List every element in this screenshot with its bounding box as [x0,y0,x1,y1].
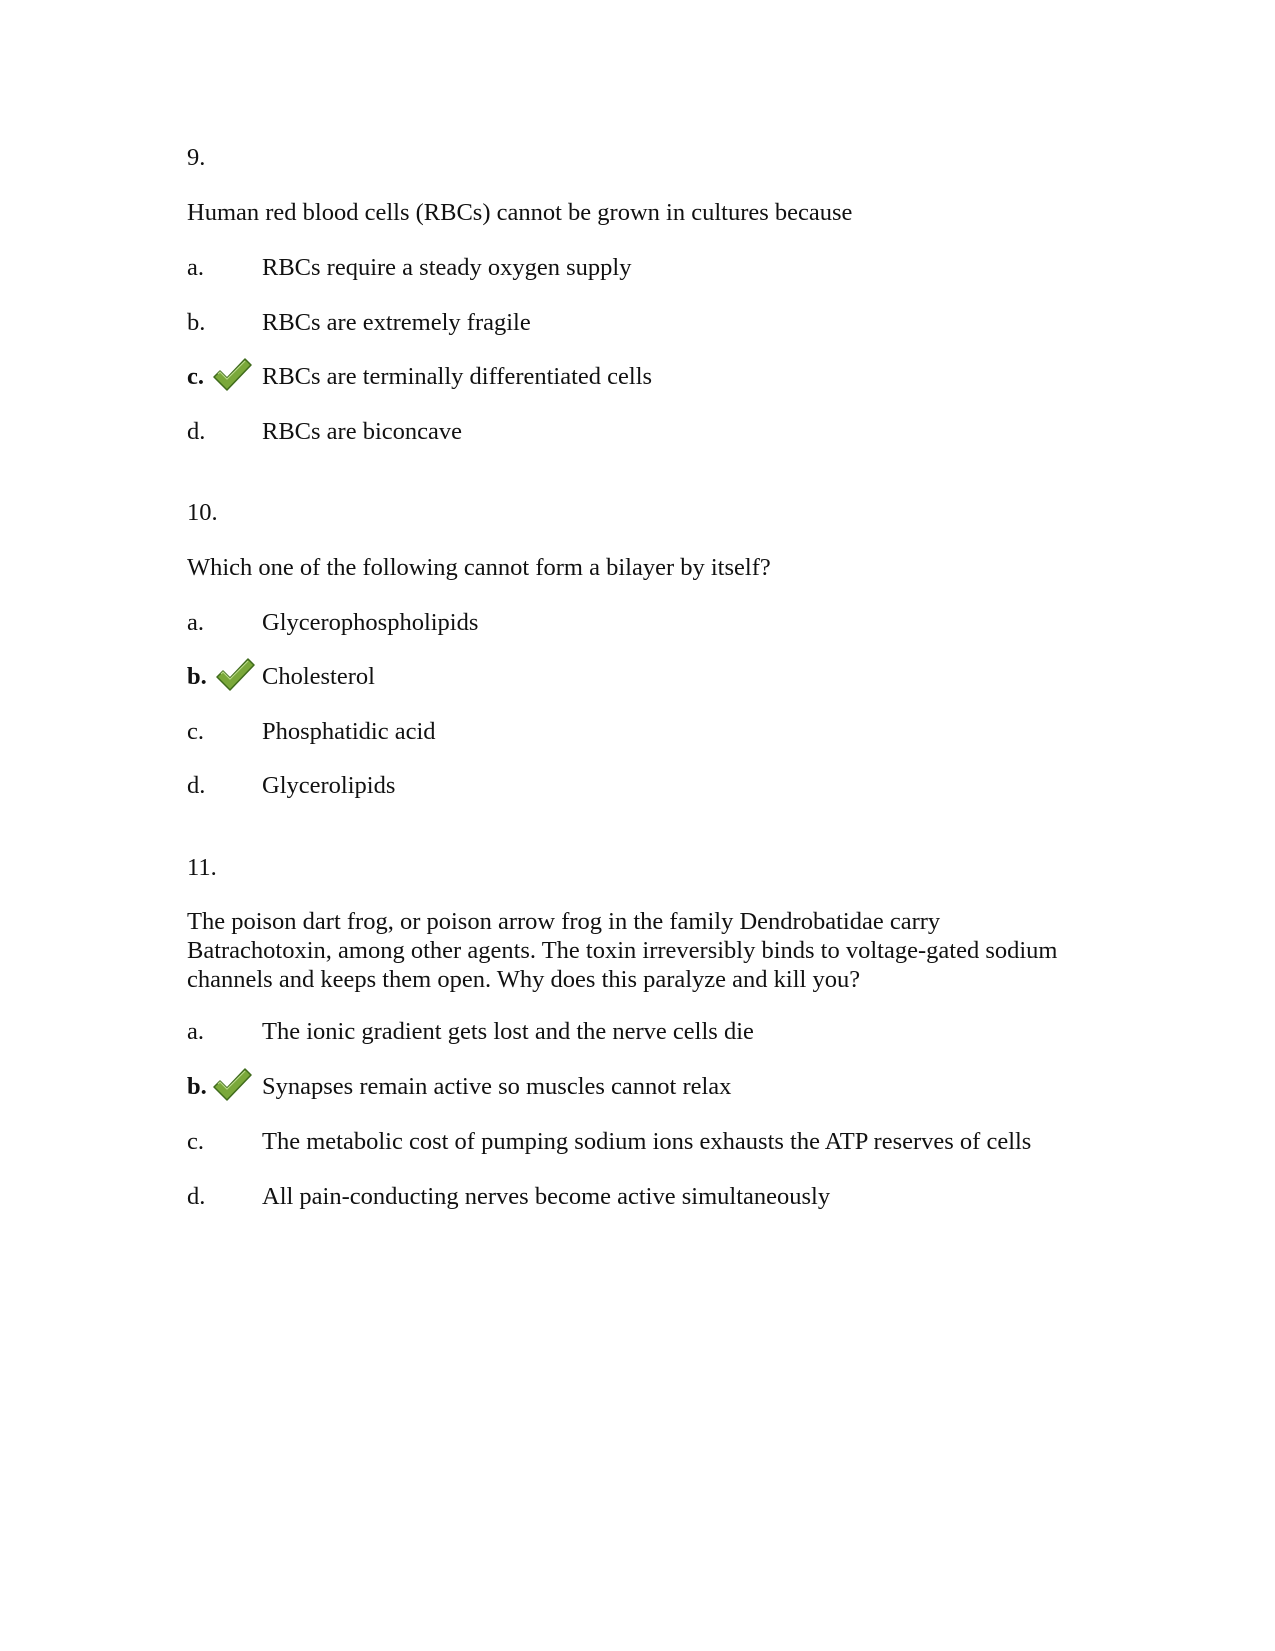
stem-line: Batrachotoxin, among other agents. The toxin irreversibly binds to voltage-gated sodium [187,937,1058,964]
question-11-option-b [187,1072,1087,1104]
option-text: RBCs are biconcave [262,418,463,445]
question-9-option-d [187,417,1087,449]
stem-line: The poison dart frog, or poison arrow frog in the family Dendrobatidae carry [187,908,941,935]
option-text: The metabolic cost of pumping sodium ions exhausts the ATP reserves of cells [262,1128,1032,1155]
question-11-option-a [187,1017,1087,1049]
question-9-option-b [187,308,1087,340]
option-letter: b. [187,1073,207,1100]
question-9-option-a [187,253,1087,285]
option-letter: d. [187,772,206,799]
option-text: Phosphatidic acid [262,718,436,745]
option-letter: a. [187,1018,204,1045]
option-letter: b. [187,663,207,690]
question-9-number: 9. [187,144,206,171]
option-letter: c. [187,718,204,745]
question-11-option-d [187,1182,1087,1214]
question-11-option-c [187,1127,1087,1159]
option-letter: d. [187,418,206,445]
option-letter: c. [187,363,204,390]
question-10-option-a [187,608,1087,640]
checkmark-icon [212,357,252,393]
option-text: Glycerophospholipids [262,609,479,636]
option-letter: a. [187,609,204,636]
option-text: RBCs require a steady oxygen supply [262,254,632,281]
option-text: Synapses remain active so muscles cannot relax [262,1073,732,1100]
question-10-stem: Which one of the following cannot form a bilayer by itself? [187,554,771,581]
checkmark-icon [215,657,255,693]
option-letter: c. [187,1128,204,1155]
question-11-number: 11. [187,854,217,881]
option-letter: a. [187,254,204,281]
option-text: All pain-conducting nerves become active simultaneously [262,1183,831,1210]
option-text: The ionic gradient gets lost and the nerve cells die [262,1018,754,1045]
option-letter: b. [187,309,206,336]
option-text: Cholesterol [262,663,375,690]
question-10-option-c [187,717,1087,749]
option-text: RBCs are extremely fragile [262,309,531,336]
question-10-option-b [187,662,1087,694]
option-letter: d. [187,1183,206,1210]
option-text: RBCs are terminally differentiated cells [262,363,653,390]
question-10-option-d [187,771,1087,803]
question-9-stem: Human red blood cells (RBCs) cannot be grown in cultures because [187,199,853,226]
question-11-stem [187,907,1087,994]
option-text: Glycerolipids [262,772,396,799]
question-10-number: 10. [187,499,218,526]
stem-line: channels and keeps them open. Why does this paralyze and kill you? [187,966,861,993]
question-9-option-c [187,362,1087,394]
checkmark-icon [212,1067,252,1103]
